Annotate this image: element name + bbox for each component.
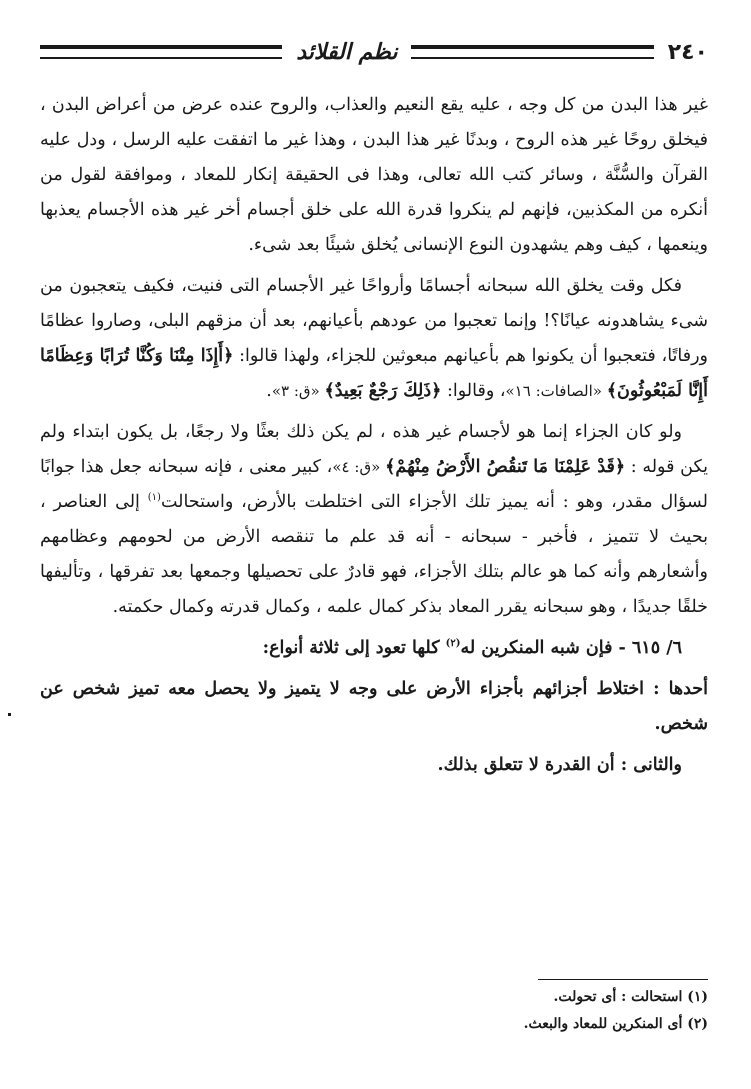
second-type-text: : أن القدرة لا تتعلق بذلك. <box>437 755 634 775</box>
margin-mark <box>8 713 11 716</box>
verse-reference-qaf-4: «ق: ٤» <box>332 458 386 476</box>
quran-verse-qaf-4: ﴿قَدْ عَلِمْنَا مَا تَنقُصُ الأَرْضُ مِنْهُمْ﴾ <box>385 457 626 477</box>
footnote-1: (١) استحالت : أى تحولت. <box>553 989 708 1005</box>
quran-verse-as-saffat: ﴿أَإِذَا مِتْنَا وَكُنَّا تُرَابًا وَعِظَامًا أَإِنَّا لَمَبْعُوثُونَ﴾ <box>40 346 708 401</box>
footnote-marker-2[interactable]: (٢) <box>445 638 461 650</box>
paragraph-first-type <box>40 672 708 742</box>
verse-reference-as-saffat: «الصافات: ١٦» <box>505 382 607 400</box>
page-number: ٢٤٠ <box>667 39 708 65</box>
footnote-2: (٢) أى المنكرين للمعاد والبعث. <box>523 1016 708 1032</box>
paragraph-second-type <box>40 748 708 783</box>
paragraph-3-text-after: إلى العناصر ، بحيث لا تتميز ، فأخبر - سبحانه - أنه قد علم ما تنقصه الأرض من لحومهم وعظامهم وأشعارهم وأنه كما هو عالم بتلك الأجزاء، فهو قادرٌ على تحصيلها وجمعها بعد تفرقها ، وتأليفها خلقًا جديدًا ، وهو سبحانه يقرر المعاد بذكر كمال علمه ، وكمال قدرته وكمال حكمته. <box>40 492 708 617</box>
main-text <box>40 88 708 783</box>
header-rule-right <box>411 45 653 59</box>
second-type-label: والثانى <box>633 755 682 775</box>
first-type-label: أحدها <box>668 679 708 699</box>
paragraph-3 <box>40 415 708 625</box>
footnote-separator <box>538 979 708 980</box>
paragraph-1 <box>40 88 708 263</box>
page-header <box>40 30 708 74</box>
footnote-marker-1[interactable]: (١) <box>147 492 161 504</box>
verse-reference-qaf-3: «ق: ٣» <box>271 382 325 400</box>
footnotes <box>40 979 708 1038</box>
first-type-text: : اختلاط أجزائهم بأجزاء الأرض على وجه لا يتميز ولا يحصل معه تميز شخص عن شخص. <box>40 679 708 734</box>
paragraph-2-text-before: فكل وقت يخلق الله سبحانه أجسامًا وأرواحًا غير الأجسام التى فنيت، فكيف يتعجبون من شىء يشاهدونه عيانًا؟! وإنما تعجبوا من عودهم بأعيانهم، بعد أن مزقهم البلى، وصاروا عظامًا ورفاتًا، فتعجبوا أن يكونوا هم بأعيانهم مبعوثين للجزاء، ولهذا قالوا: <box>40 276 709 366</box>
header-rule-left <box>40 45 282 59</box>
book-page <box>40 30 708 1060</box>
section-heading-text-before: - فإن شبه المنكرين له <box>460 638 632 658</box>
section-heading <box>40 631 708 666</box>
paragraph-2-text-mid: ، وقالوا: <box>441 381 506 401</box>
quran-verse-qaf-3: ﴿ذَلِكَ رَجْعٌ بَعِيدٌ﴾ <box>324 381 442 401</box>
paragraph-3-text-mid: ، كبير معنى ، فإنه سبحانه جعل هذا جوابًا لسؤال مقدر، وهو : أنه يميز تلك الأجزاء التى اختلطت بالأرض، واستحالت <box>40 457 709 512</box>
paragraph-2-text-after: . <box>266 381 272 401</box>
section-heading-text-after: كلها تعود إلى ثلاثة أنواع: <box>262 638 446 658</box>
paragraph-1-text: غير هذا البدن من كل وجه ، عليه يقع النعيم والعذاب، والروح عنده عرض من أعراض البدن ، فيخلق روحًا غير هذه الروح ، وبدنًا غير هذا البدن ، وهذا غير ما اتفقت عليه الرسل ، ودل عليه القرآن والسُّنَّة ، وسائر كتب الله تعالى، وهذا فى الحقيقة إنكار للمعاد ، وموافقة لقول من أنكره من المكذبين، فإنهم لم ينكروا قدرة الله على خلق أجسام أخر غير هذه الأجسام يعذبها وينعمها ، كيف وهم يشهدون النوع الإنسانى يُخلق شيئًا بعد شىء. <box>40 95 708 255</box>
book-title: نظم القلائد <box>296 39 398 65</box>
paragraph-2 <box>40 269 708 409</box>
section-number: ٦/ ٦١٥ <box>631 638 682 658</box>
paragraph-3-text-before: ولو كان الجزاء إنما هو لأجسام غير هذه ، لم يكن ذلك بعثًا ولا رجعًا، بل يكون ابتداء ولم يكن قوله : <box>40 422 708 477</box>
